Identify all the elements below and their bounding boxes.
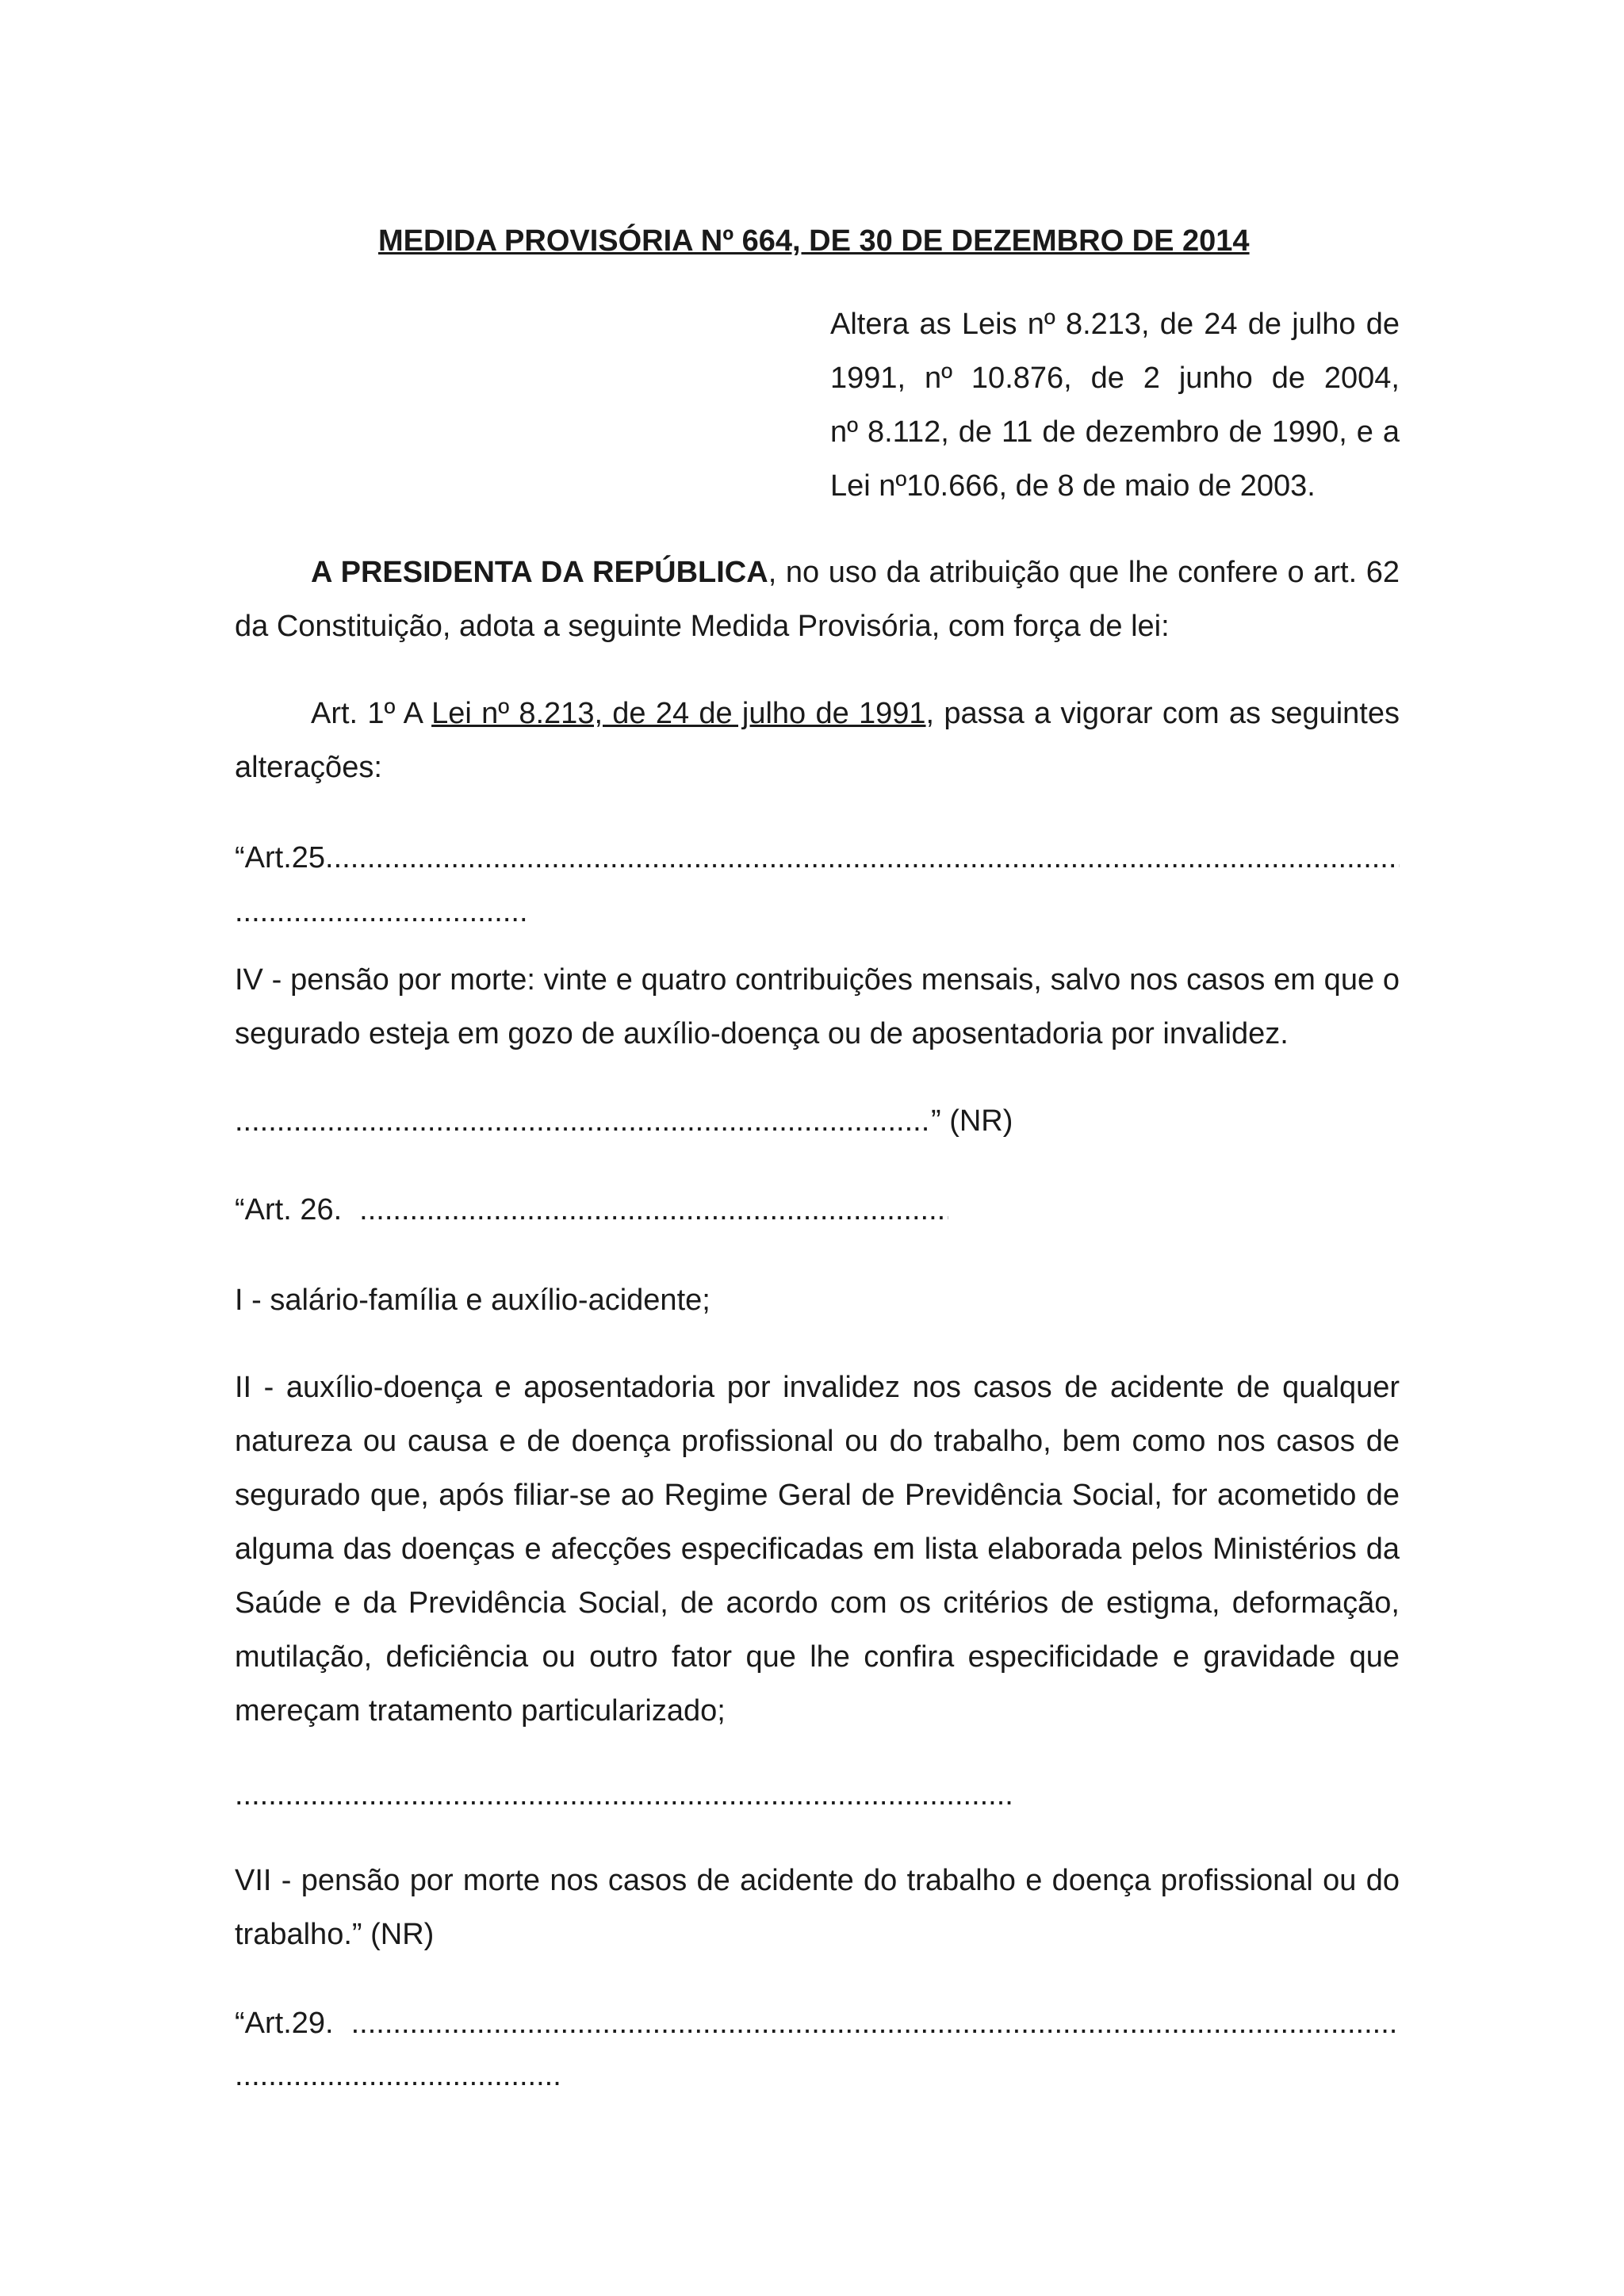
ementa: [830, 297, 1400, 513]
art25-closing-text: ” (NR): [931, 1104, 1013, 1138]
art26-heading: [235, 1183, 948, 1237]
art26-inciso-vii: VII - pensão por morte nos casos de acidente do trabalho e doença profissional ou do trabalho.” (NR): [235, 1864, 1400, 1951]
preamble: [235, 545, 1400, 653]
art25-label: “Art.25: [235, 841, 326, 874]
art26-inciso-ii: II - auxílio-doença e aposentadoria por invalidez nos casos de acidente de qualquer natureza ou causa e de doença profissional ou do trabalho, bem como nos casos de segurado que, após filiar-se ao Regime Geral de Previdência Social, for acometido de alguma das doenças e afecções especificadas em lista elaborada pelos Ministérios da Saúde e da Previdência Social, de acordo com os critérios de estigma, deformação, mutilação, deficiência ou outro fator que lhe confira especificidade e gravidade que mereçam tratamento particularizado;: [235, 1371, 1400, 1728]
art25-inciso-iv: IV - pensão por morte: vinte e quatro contribuições mensais, salvo nos casos em que o segurado esteja em gozo de auxílio-doença ou de aposentadoria por invalidez.: [235, 963, 1400, 1050]
article-1-prefix: Art. 1º A: [311, 697, 432, 730]
ellipsis-line: [235, 885, 527, 939]
article-1-suffix: , passa a vigorar com as seguintes alterações:: [235, 697, 1400, 784]
art26-label: “Art. 26.: [235, 1193, 343, 1226]
article-1: [235, 687, 1400, 794]
law-reference-link[interactable]: Lei nº 8.213, de 24 de julho de 1991: [431, 697, 926, 730]
art29-label: “Art.29.: [235, 2007, 334, 2040]
ementa-line: nº 8.112, de 11 de dezembro de 1990, e a: [830, 415, 1400, 449]
ementa-line: Lei nº10.666, de 8 de maio de 2003.: [830, 469, 1316, 503]
ellipsis-fill: [351, 1996, 1400, 2050]
ellipsis-fill: [325, 831, 1400, 885]
ellipsis-line: [235, 1768, 1012, 1822]
art25-heading: [235, 831, 1400, 885]
preamble-subject: A PRESIDENTA DA REPÚBLICA: [311, 556, 768, 589]
art26-inciso-i: I - salário-família e auxílio-acidente;: [235, 1284, 710, 1317]
ementa-line: 1991, nº 10.876, de 2 junho de 2004,: [830, 362, 1400, 395]
preamble-text: , no uso da atribuição que lhe confere o art. 62 da Constituição, adota a seguinte Medida Provisória, com força de lei:: [235, 556, 1400, 643]
ellipsis-fill: [359, 1183, 948, 1237]
ellipsis-line: [235, 2049, 560, 2103]
art29-heading: [235, 1996, 1400, 2050]
ementa-line: Altera as Leis nº 8.213, de 24 de julho de: [830, 308, 1400, 341]
art25-closing: [235, 1094, 1400, 1148]
document-title: MEDIDA PROVISÓRIA Nº 664, DE 30 DE DEZEMBRO DE 2014: [378, 224, 1250, 258]
ellipsis-fill: [235, 1094, 931, 1148]
